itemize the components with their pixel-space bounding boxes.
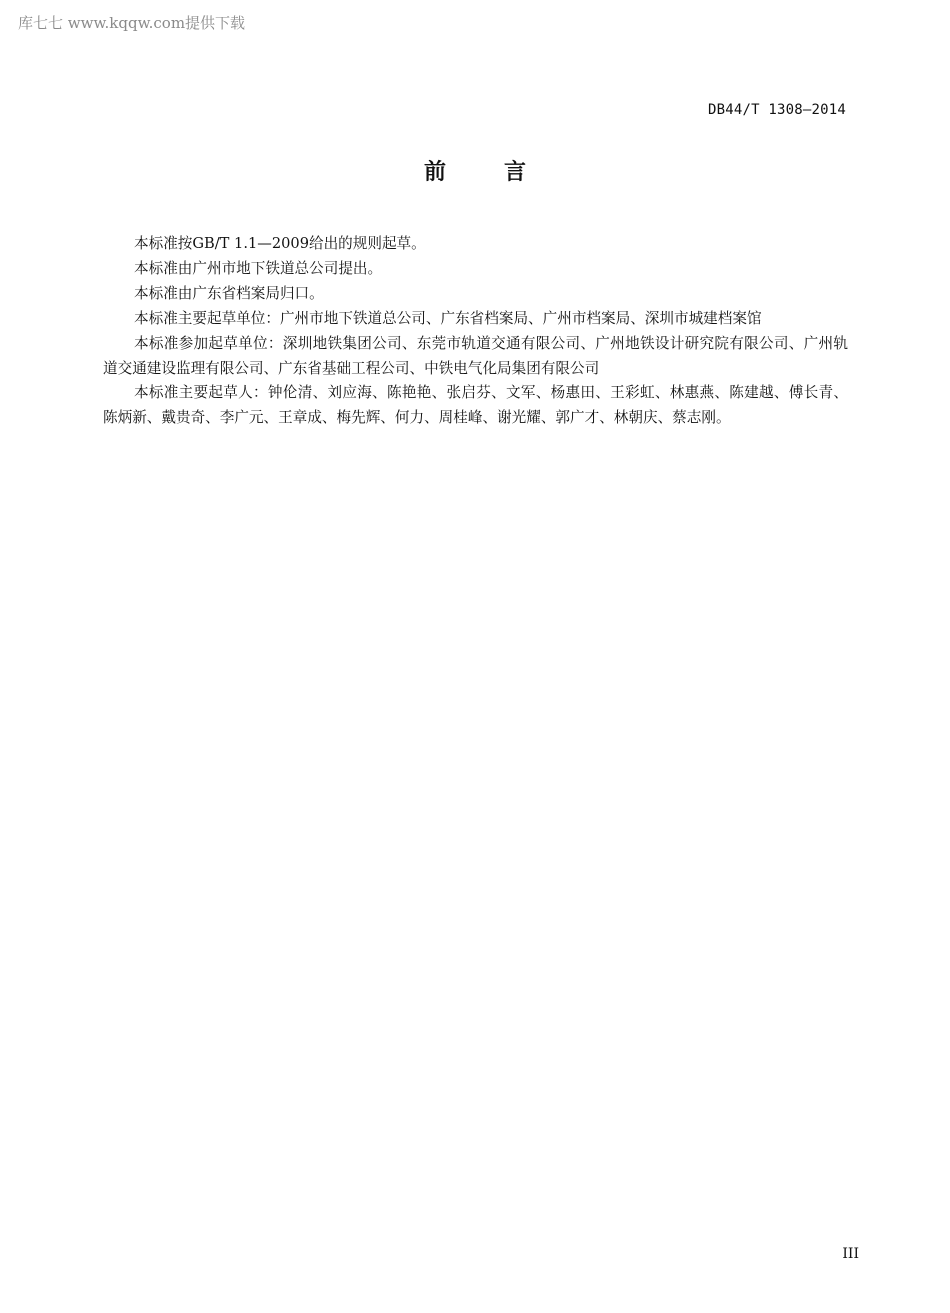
page-number: III [842, 1246, 859, 1262]
document-code: DB44/T 1308—2014 [707, 102, 846, 118]
paragraph-main-drafters: 本标准主要起草人：钟伦清、刘应海、陈艳艳、张启芬、文军、杨惠田、王彩虹、林惠燕、陈建越、傅长青、陈炳新、戴贵奇、李广元、王章成、梅先辉、何力、周桂峰、谢光耀、郭广才、林朝庆、蔡志刚。 [103, 384, 848, 427]
section-title [0, 155, 950, 186]
foreword-body [103, 232, 848, 431]
paragraph-main-drafting-units: 本标准主要起草单位：广州市地下铁道总公司、广东省档案局、广州市档案局、深圳市城建档案馆 [134, 309, 762, 327]
paragraph-proposer: 本标准由广州市地下铁道总公司提出。 [134, 259, 383, 277]
paragraph-administrator: 本标准由广东省档案局归口。 [134, 284, 324, 302]
paragraph-drafting-rules: 本标准按GB/T 1.1—2009给出的规则起草。 [134, 235, 426, 252]
paragraph-participating-units: 本标准参加起草单位：深圳地铁集团公司、东莞市轨道交通有限公司、广州地铁设计研究院有限公司、广州轨道交通建设监理有限公司、广东省基础工程公司、中铁电气化局集团有限公司 [103, 334, 848, 377]
title-char-2: 言 [504, 160, 527, 185]
watermark-text: 库七七 www.kqqw.com提供下载 [18, 14, 246, 32]
title-char-1: 前 [423, 160, 446, 185]
